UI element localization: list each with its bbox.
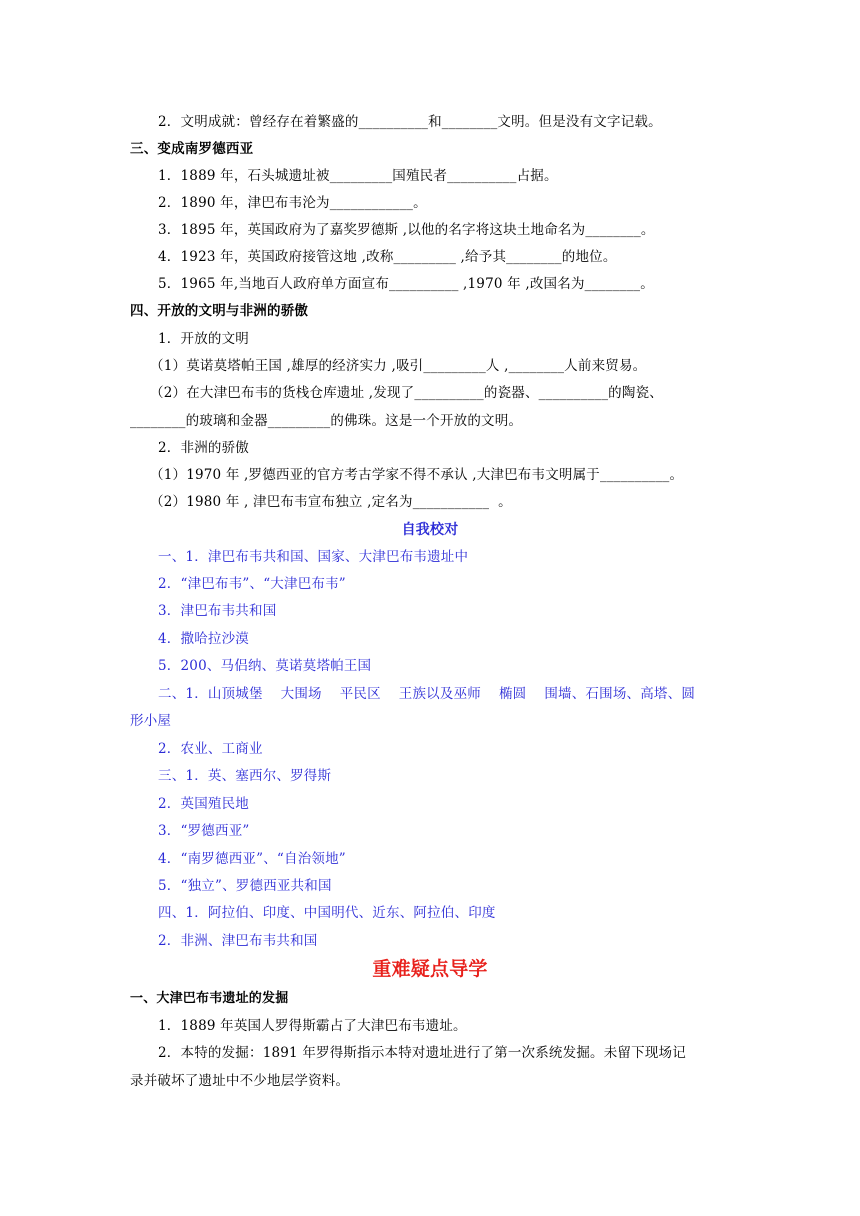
text-line: 4．1923 年，英国政府接管这地 ,改称_________ ,给予其________的地位。 [158, 249, 617, 265]
text-line: 3．1895 年，英国政府为了嘉奖罗德斯 ,以他的名字将这块土地命名为________。 [158, 222, 655, 238]
check-title: 自我校对 [401, 522, 459, 538]
answer-line: 形小屋 [130, 713, 172, 729]
text-line: （2）在大津巴布韦的货栈仓库遗址 ,发现了__________的瓷器、__________的陶瓷、 [150, 385, 663, 401]
text-line: 5．1965 年,当地百人政府单方面宣布__________ ,1970 年 ,改国名为________。 [158, 276, 654, 292]
answer-line: 4．撒哈拉沙漠 [158, 631, 249, 647]
answer-line: 三、1．英、塞西尔、罗得斯 [158, 768, 332, 784]
text-line: 1．1889 年英国人罗得斯霸占了大津巴布韦遗址。 [158, 1018, 467, 1034]
guide-heading: 一、大津巴布韦遗址的发掘 [130, 991, 289, 1006]
answer-line: 二、1．山顶城堡 大围场 平民区 王族以及巫师 椭圆 围墙、石围场、高塔、圆 [158, 686, 696, 702]
text-line: ________的玻璃和金器_________的佛珠。这是一个开放的文明。 [130, 413, 523, 429]
answer-line: 一、1．津巴布韦共和国、国家、大津巴布韦遗址中 [158, 549, 469, 565]
answer-line: 2．“津巴布韦”、“大津巴布韦” [158, 576, 346, 592]
text-line: （1）莫诺莫塔帕王国 ,雄厚的经济实力 ,吸引_________人 ,________人前来贸易。 [150, 358, 647, 374]
guide-title: 重难疑点导学 [372, 958, 488, 980]
section-heading: 四、开放的文明与非洲的骄傲 [130, 303, 309, 319]
text-line: 2．非洲的骄傲 [158, 440, 249, 456]
answer-line: 3．津巴布韦共和国 [158, 603, 277, 619]
answer-line: 4．“南罗德西亚”、“自治领地” [158, 851, 346, 867]
answer-line: 四、1．阿拉伯、印度、中国明代、近东、阿拉伯、印度 [158, 905, 496, 921]
text-line: 录并破坏了遗址中不少地层学资料。 [130, 1073, 350, 1089]
text-line: 2．1890 年，津巴布韦沦为____________。 [158, 195, 427, 211]
answer-line: 3．“罗德西亚” [158, 823, 250, 839]
text-line: （1）1970 年 ,罗德西亚的官方考古学家不得不承认 ,大津巴布韦文明属于__________。 [150, 467, 684, 483]
answer-line: 5．“独立”、罗德西亚共和国 [158, 878, 332, 894]
text-line: 2．文明成就：曾经存在着繁盛的__________和________文明。但是没有文字记载。 [158, 114, 662, 130]
answer-line: 2．英国殖民地 [158, 796, 249, 812]
text-line: 1．开放的文明 [158, 331, 249, 347]
text-line: （2）1980 年 , 津巴布韦宣布独立 ,定名为___________ 。 [150, 494, 512, 510]
text-line: 1．1889 年，石头城遗址被_________国殖民者__________占据。 [158, 168, 558, 184]
answer-line: 2．农业、工商业 [158, 741, 263, 757]
text-line: 2．本特的发掘：1891 年罗得斯指示本特对遗址进行了第一次系统发掘。未留下现场记 [158, 1045, 686, 1061]
section-heading: 三、变成南罗德西亚 [130, 141, 254, 157]
answer-line: 5．200、马侣纳、莫诺莫塔帕王国 [158, 658, 372, 674]
answer-line: 2．非洲、津巴布韦共和国 [158, 933, 318, 949]
